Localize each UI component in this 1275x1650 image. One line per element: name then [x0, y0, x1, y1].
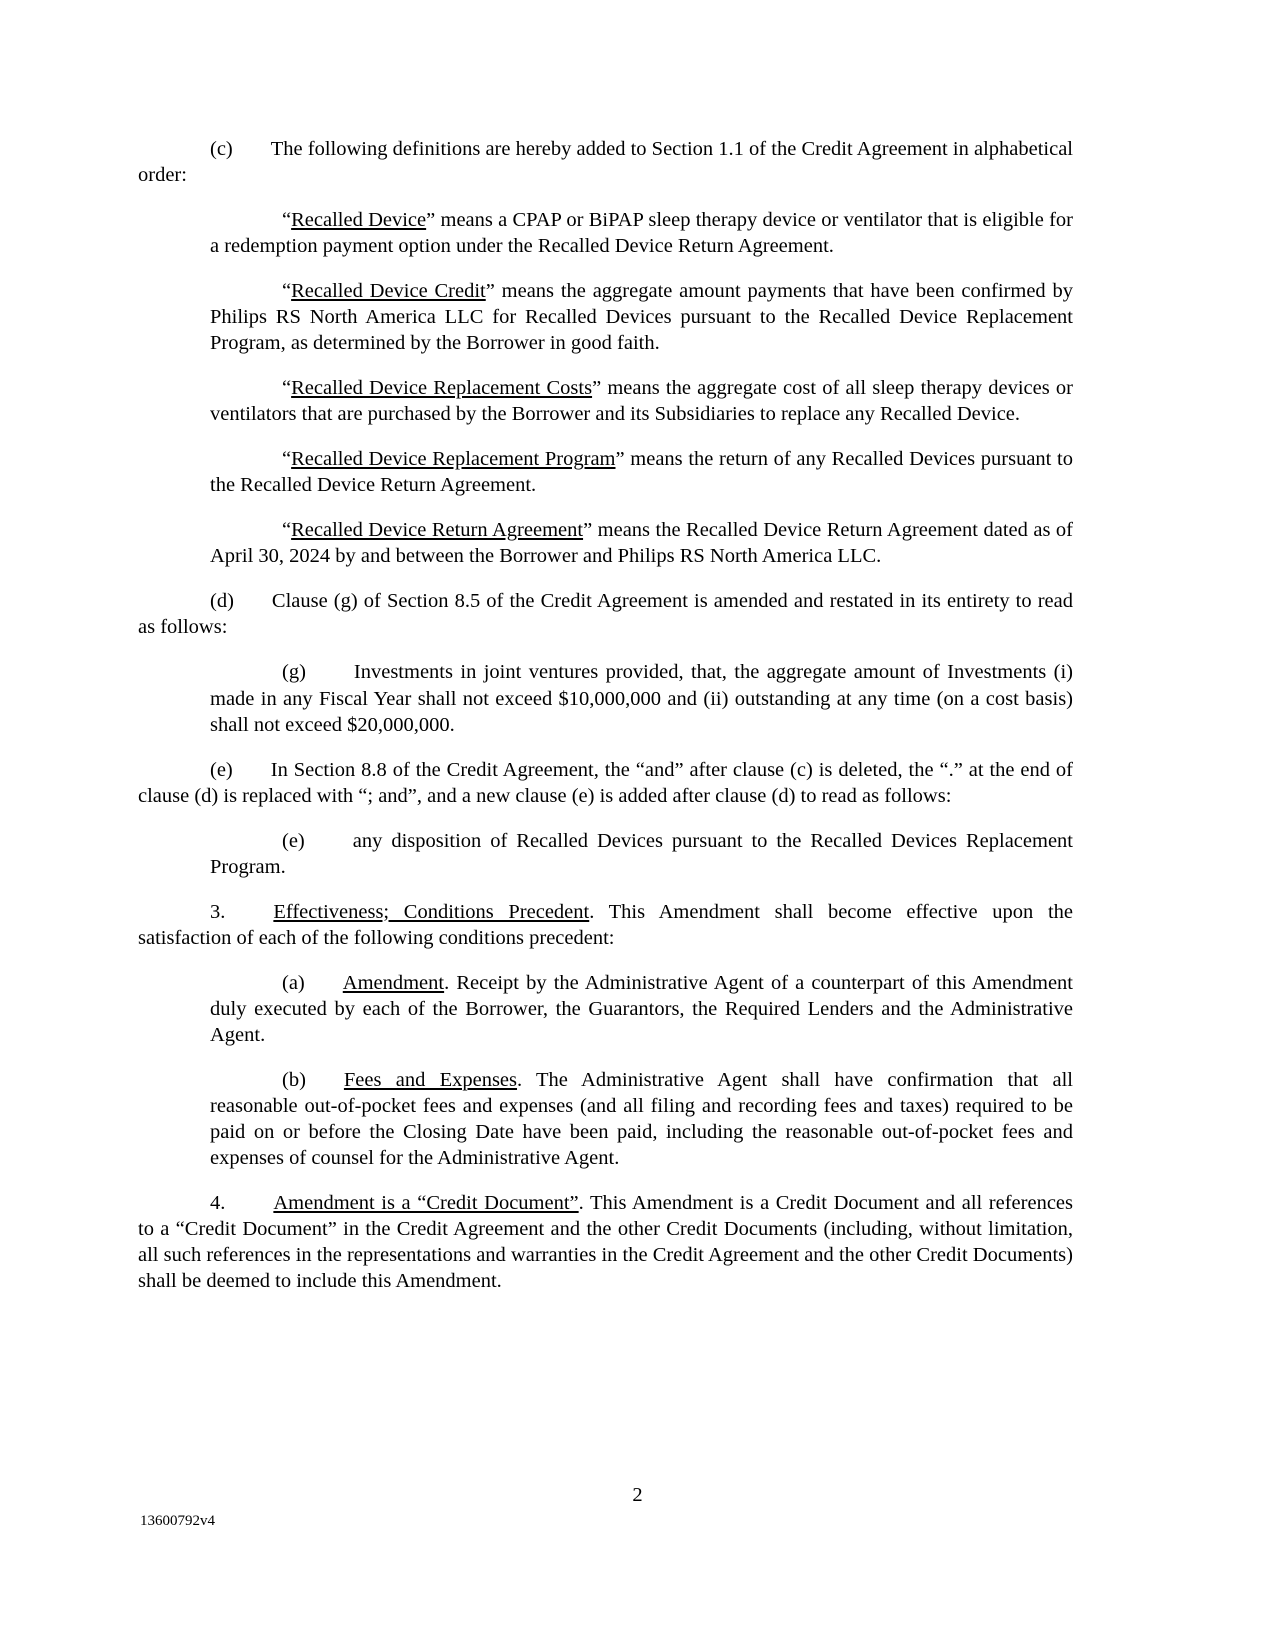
section-heading: Effectiveness; Conditions Precedent [273, 900, 590, 923]
defined-term: Recalled Device Credit [291, 280, 486, 303]
paragraph-clause-e [138, 757, 1073, 809]
paragraph-text: In Section 8.8 of the Credit Agreement, the “and” after clause (c) is deleted, the “.” at the end of clause (d) is replaced with “; and”, and a new clause (e) is added after clause (d) to read as follows: [138, 758, 1073, 807]
paragraph-section-3-a [210, 970, 1073, 1048]
paragraph-section-3-b [210, 1067, 1073, 1171]
clause-marker: (e) [282, 829, 305, 852]
document-body [138, 136, 1073, 1294]
section-heading: Amendment is a “Credit Document” [273, 1191, 579, 1214]
paragraph-clause-g [210, 659, 1073, 737]
defined-term: Recalled Device Return Agreement [291, 519, 584, 542]
paragraph-text: . This Amendment shall become effective upon the satisfaction of each of the following conditions precedent: [138, 900, 1073, 949]
paragraph-def-recalled-device [210, 207, 1073, 259]
quote-open: “ [282, 209, 292, 232]
paragraph-clause-d [138, 588, 1073, 640]
quote-open: “ [282, 280, 292, 303]
paragraph-text: The following definitions are hereby added to Section 1.1 of the Credit Agreement in alphabetical order: [138, 138, 1073, 187]
paragraph-text: . This Amendment is a Credit Document and all references to a “Credit Document” in the Credit Agreement and the other Credit Documents (including, without limitation, all such references in the representations and warranties in the Credit Agreement and the other Credit Documents) shall be deemed to include this Amendment. [138, 1191, 1073, 1293]
clause-marker: (b) [282, 1068, 306, 1091]
section-heading: Fees and Expenses [343, 1068, 518, 1091]
quote-open: “ [282, 519, 292, 542]
defined-term: Recalled Device [291, 209, 427, 232]
paragraph-text: Investments in joint ventures provided, that, the aggregate amount of Investments (i) made in any Fiscal Year shall not exceed $10,000,000 and (ii) outstanding at any time (on a cost basis) shall not exceed $20,000,000. [210, 661, 1073, 736]
paragraph-text: ” means a CPAP or BiPAP sleep therapy device or ventilator that is eligible for a redemption payment option under the Recalled Device Return Agreement. [210, 209, 1073, 258]
quote-open: “ [282, 377, 292, 400]
paragraph-def-recalled-device-credit [210, 278, 1073, 356]
clause-marker: (g) [282, 661, 306, 684]
clause-marker: (c) [210, 138, 233, 160]
paragraph-text: any disposition of Recalled Devices pursuant to the Recalled Devices Replacement Program. [210, 829, 1073, 878]
paragraph-text: ” means the aggregate cost of all sleep therapy devices or ventilators that are purchased by the Borrower and its Subsidiaries to replace any Recalled Device. [210, 377, 1073, 426]
paragraph-clause-e-sub [210, 828, 1073, 880]
paragraph-text: ” means the return of any Recalled Devices pursuant to the Recalled Device Return Agreement. [210, 448, 1073, 497]
paragraph-def-recalled-device-replacement-program [210, 446, 1073, 498]
quote-open: “ [282, 448, 292, 471]
document-id-footer: 13600792v4 [140, 1513, 215, 1529]
paragraph-clause-c [138, 136, 1073, 188]
paragraph-section-4 [138, 1190, 1073, 1294]
paragraph-text: Clause (g) of Section 8.5 of the Credit Agreement is amended and restated in its entirety to read as follows: [138, 590, 1073, 639]
section-marker: 3. [210, 900, 226, 923]
paragraph-text: ” means the Recalled Device Return Agreement dated as of April 30, 2024 by and between the Borrower and Philips RS North America LLC. [210, 519, 1073, 568]
section-heading: Amendment [342, 971, 445, 994]
defined-term: Recalled Device Replacement Costs [291, 377, 593, 400]
paragraph-section-3 [138, 899, 1073, 951]
page-number: 2 [632, 1484, 643, 1506]
paragraph-text: . Receipt by the Administrative Agent of a counterpart of this Amendment duly executed by each of the Borrower, the Guarantors, the Required Lenders and the Administrative Agent. [210, 971, 1073, 1046]
paragraph-text: ” means the aggregate amount payments that have been confirmed by Philips RS North America LLC for Recalled Devices pursuant to the Recalled Device Replacement Program, as determined by the Borrower in good faith. [210, 280, 1073, 355]
paragraph-text: . The Administrative Agent shall have confirmation that all reasonable out-of-pocket fees and expenses (and all filing and recording fees and taxes) required to be paid on or before the Closing Date have been paid, including the reasonable out-of-pocket fees and expenses of counsel for the Administrative Agent. [210, 1068, 1073, 1169]
paragraph-def-recalled-device-replacement-costs [210, 375, 1073, 427]
paragraph-def-recalled-device-return-agreement [210, 517, 1073, 569]
clause-marker: (a) [282, 971, 305, 994]
clause-marker: (e) [210, 758, 233, 781]
section-marker: 4. [210, 1191, 226, 1214]
defined-term: Recalled Device Replacement Program [291, 448, 616, 471]
clause-marker: (d) [210, 590, 234, 613]
